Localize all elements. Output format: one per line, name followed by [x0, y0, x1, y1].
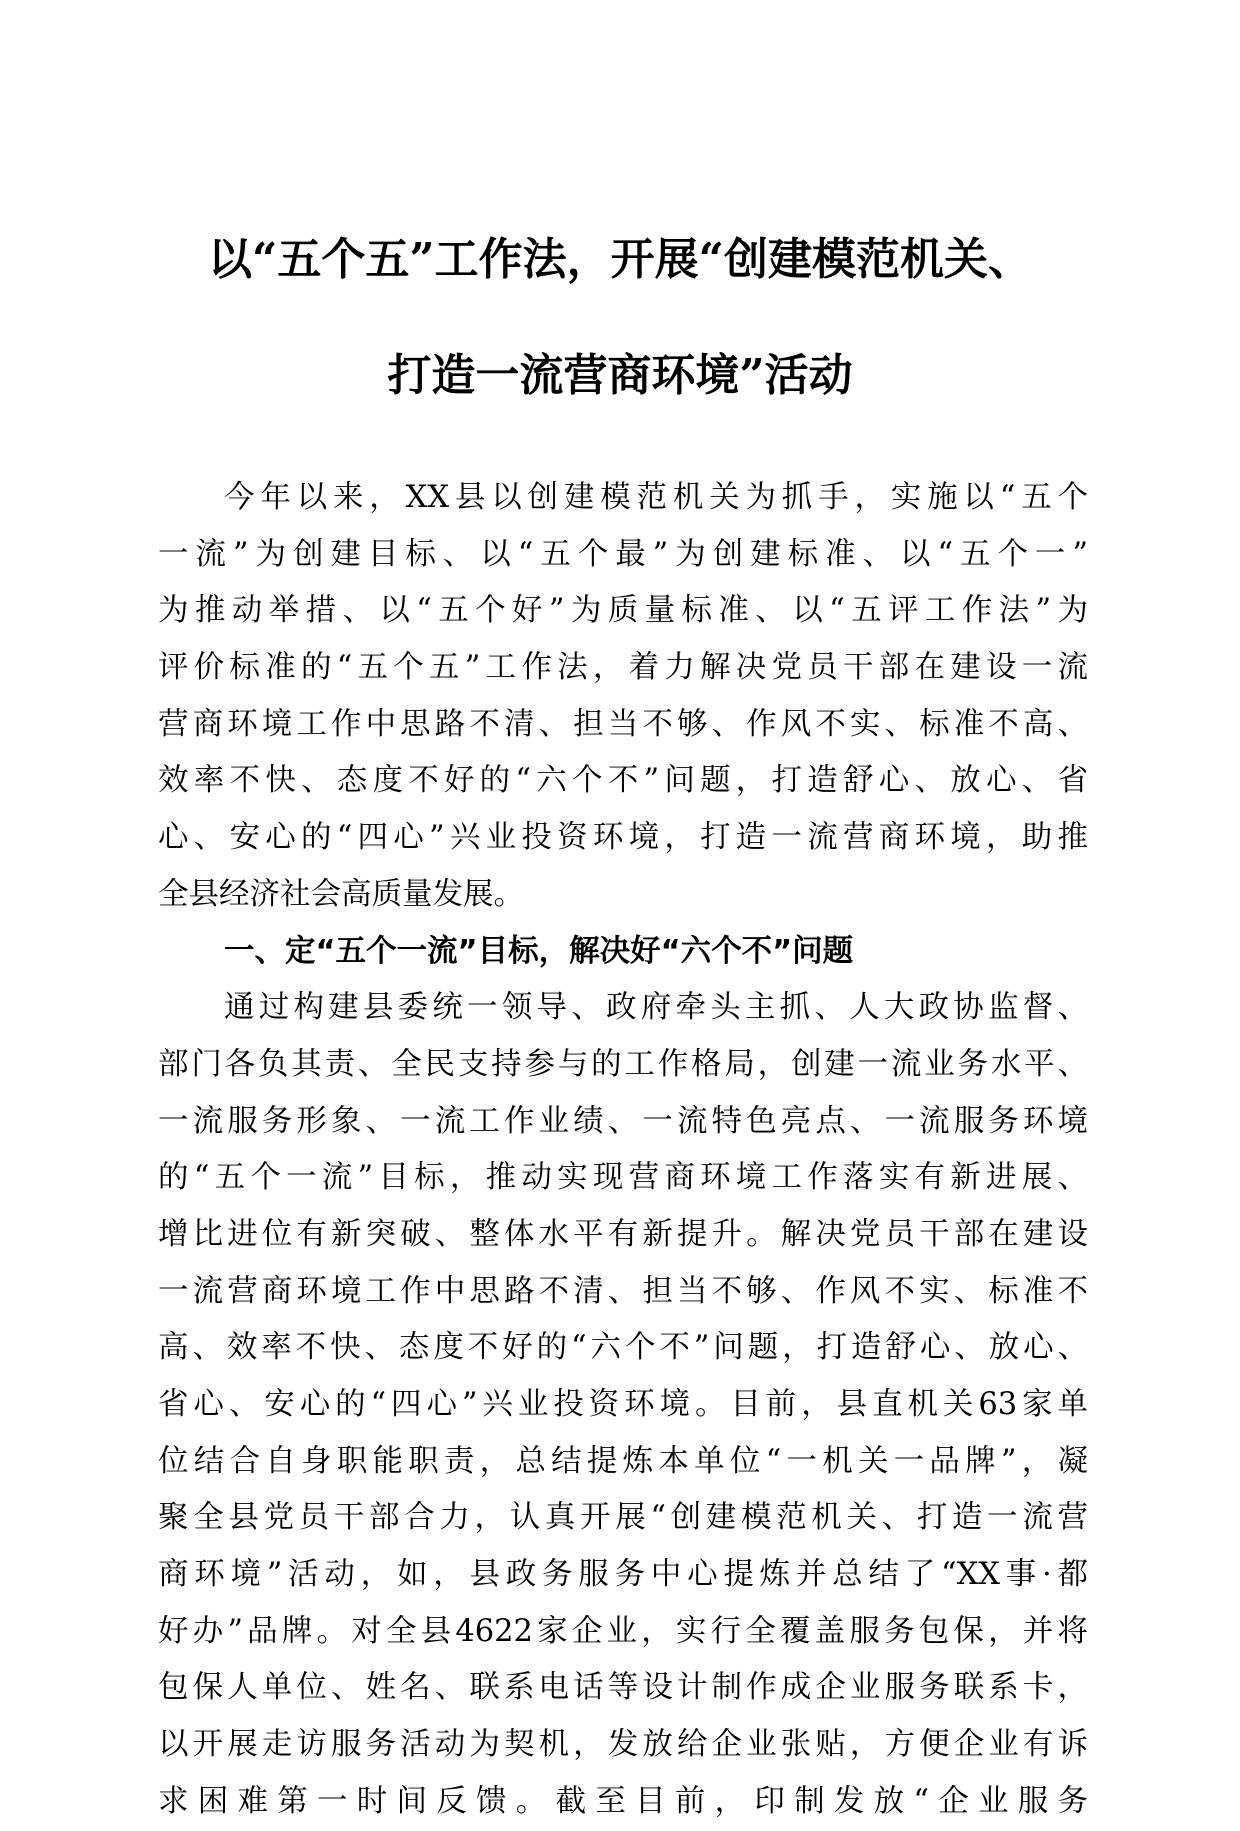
paragraph-line: 一流”为创建目标、以“五个最”为创建标准、以“五个一”: [158, 536, 1088, 572]
paragraph-line: 求困难第一时间反馈。截至目前，印制发放“企业服务: [158, 1783, 1088, 1819]
paragraph-line: 高、效率不快、态度不好的“六个不”问题，打造舒心、放心、: [158, 1330, 1088, 1366]
paragraph-line: 全县经济社会高质量发展。: [158, 876, 524, 912]
paragraph-line: 商环境”活动，如，县政务服务中心提炼并总结了“XX事·都: [158, 1557, 1088, 1593]
paragraph-line: 省心、安心的“四心”兴业投资环境。目前，县直机关63家单: [158, 1387, 1088, 1422]
paragraph-line: 评价标准的“五个五”工作法，着力解决党员干部在建设一流: [158, 650, 1088, 686]
paragraph-line: 一流营商环境工作中思路不清、担当不够、作风不实、标准不: [158, 1273, 1088, 1309]
paragraph-line: 一流服务形象、一流工作业绩、一流特色亮点、一流服务环境: [158, 1103, 1088, 1139]
paragraph-line: 好办”品牌。对全县4622家企业，实行全覆盖服务包保，并将: [158, 1613, 1088, 1649]
paragraph-line: 位结合自身职能职责，总结提炼本单位“一机关一品牌”，凝: [158, 1443, 1088, 1479]
paragraph-line: 营商环境工作中思路不清、担当不够、作风不实、标准不高、: [158, 706, 1088, 742]
paragraph-line: 包保人单位、姓名、联系电话等设计制作成企业服务联系卡，: [158, 1670, 1088, 1706]
paragraph-line: 通过构建县委统一领导、政府牵头主抓、人大政协监督、: [224, 990, 1088, 1026]
title-line-2: 打造一流营商环境”活动: [387, 350, 853, 401]
paragraph-line: 以开展走访服务活动为契机，发放给企业张贴，方便企业有诉: [158, 1727, 1088, 1763]
paragraph-line: 部门各负其责、全民支持参与的工作格局，创建一流业务水平、: [158, 1046, 1088, 1082]
paragraph-line: 今年以来，XX县以创建模范机关为抓手，实施以“五个: [224, 480, 1088, 515]
document-body: [158, 470, 1088, 1831]
section-heading: 一、定“五个一流”目标，解决好“六个不”问题: [224, 933, 854, 969]
paragraph-line: 为推动举措、以“五个好”为质量标准、以“五评工作法”为: [158, 593, 1088, 629]
paragraph-line: 聚全县党员干部合力，认真开展“创建模范机关、打造一流营: [158, 1500, 1088, 1536]
title-line-1: 以“五个五”工作法，开展“创建模范机关、: [208, 234, 1032, 285]
paragraph-line: 的“五个一流”目标，推动实现营商环境工作落实有新进展、: [158, 1160, 1088, 1196]
paragraph-line: 增比进位有新突破、整体水平有新提升。解决党员干部在建设: [158, 1216, 1088, 1252]
paragraph-line: 心、安心的“四心”兴业投资环境，打造一流营商环境，助推: [158, 820, 1088, 856]
paragraph-line: 效率不快、态度不好的“六个不”问题，打造舒心、放心、省: [158, 763, 1088, 799]
